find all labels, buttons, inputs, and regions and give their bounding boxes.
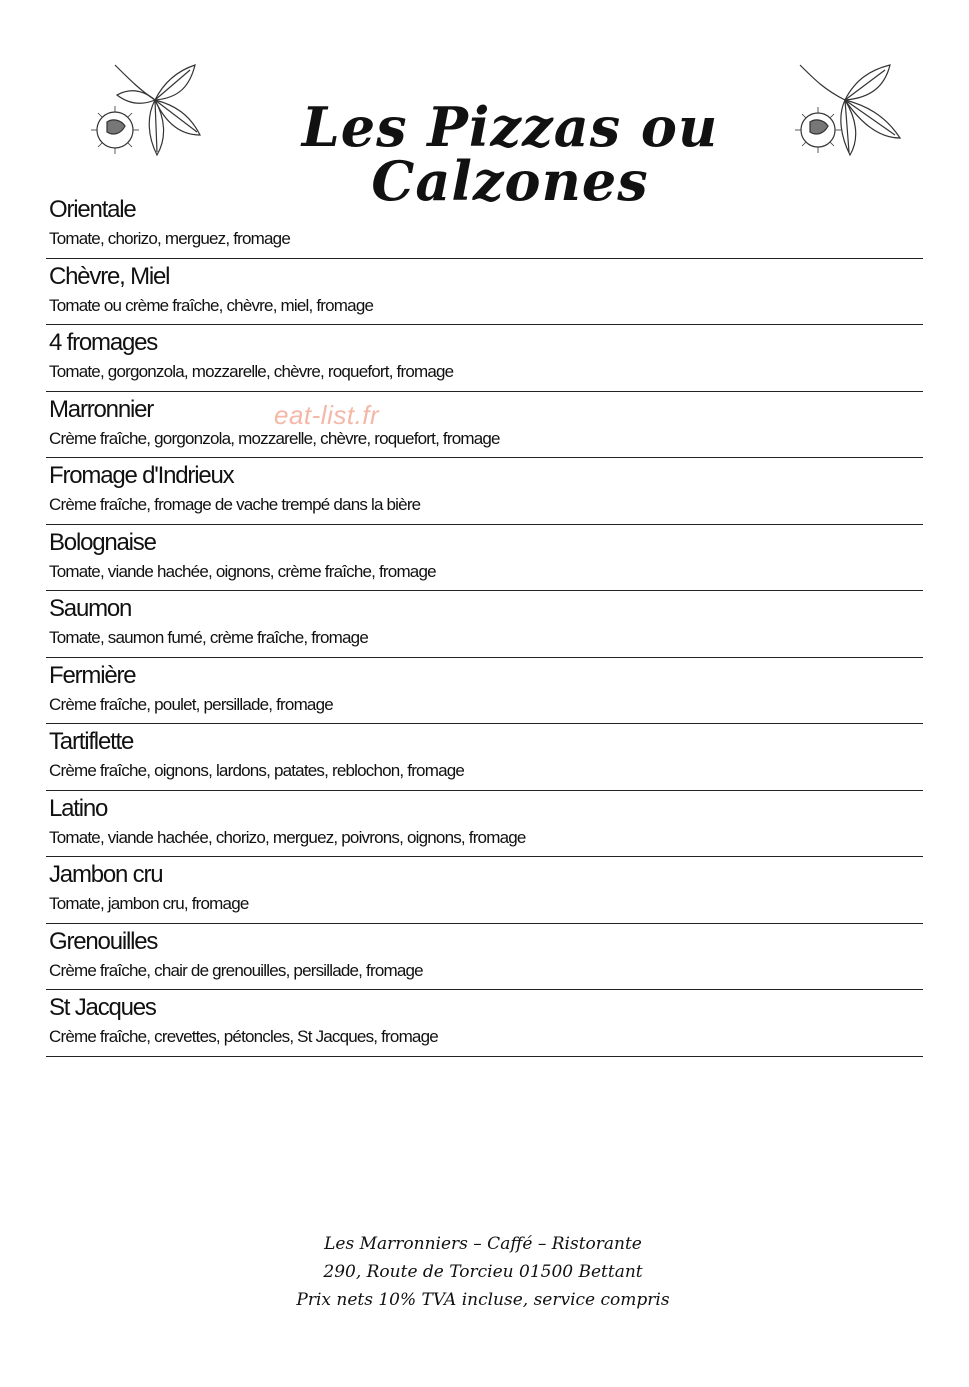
- chestnut-leaf-icon: [85, 60, 205, 160]
- menu-item-name: Fermière: [49, 661, 136, 689]
- menu-item: [46, 458, 923, 525]
- menu-item-description: Tomate, jambon cru, fromage: [49, 894, 249, 913]
- menu-item: [46, 857, 923, 924]
- page-title: Les Pizzas ou Calzones: [301, 95, 719, 213]
- menu-item: [46, 924, 923, 991]
- menu-item-name: Saumon: [49, 595, 132, 622]
- menu-item: [46, 990, 923, 1057]
- pizza-menu-list: [46, 192, 923, 1057]
- watermark-text: eat-list.fr: [274, 400, 380, 430]
- footer-price-note: Prix nets 10% TVA incluse, service compris: [296, 1290, 670, 1310]
- menu-item: [46, 325, 923, 392]
- menu-item: [46, 259, 923, 326]
- menu-item: [46, 724, 923, 791]
- page-footer: [200, 1230, 766, 1314]
- menu-item-description: Tomate, gorgonzola, mozzarelle, chèvre, roquefort, fromage: [49, 362, 454, 381]
- menu-item-description: Crème fraîche, gorgonzola, mozzarelle, chèvre, roquefort, fromage: [49, 428, 500, 448]
- menu-item-name: Latino: [49, 794, 108, 822]
- menu-item: [46, 791, 923, 858]
- menu-item: [46, 192, 923, 259]
- menu-item-description: Tomate, saumon fumé, crème fraîche, fromage: [49, 628, 368, 647]
- menu-item-name: Bolognaise: [49, 528, 156, 556]
- menu-item: [46, 525, 923, 592]
- menu-item: [46, 591, 923, 658]
- menu-item-description: Tomate, viande hachée, chorizo, merguez, poivrons, oignons, fromage: [49, 827, 526, 847]
- menu-item: [46, 658, 923, 725]
- menu-item-name: Grenouilles: [49, 927, 158, 955]
- menu-item-name: Chèvre, Miel: [49, 262, 170, 290]
- menu-item: [46, 392, 923, 459]
- menu-item-name: St Jacques: [49, 994, 156, 1021]
- page-header: [80, 60, 910, 213]
- menu-item-description: Crème fraîche, chair de grenouilles, persillade, fromage: [49, 960, 423, 980]
- menu-item-name: 4 fromages: [49, 329, 158, 356]
- chestnut-leaf-icon: [790, 60, 910, 160]
- menu-item-description: Crème fraîche, oignons, lardons, patates, reblochon, fromage: [49, 761, 465, 780]
- menu-item-name: Jambon cru: [49, 861, 163, 888]
- footer-address: 290, Route de Torcieu 01500 Bettant: [323, 1262, 643, 1282]
- menu-item-name: Marronnier: [49, 395, 154, 423]
- menu-item-description: Tomate, chorizo, merguez, fromage: [49, 229, 290, 248]
- menu-item-name: Orientale: [49, 196, 136, 223]
- footer-restaurant-name: Les Marronniers – Caffé – Ristorante: [324, 1234, 642, 1254]
- menu-item-description: Tomate, viande hachée, oignons, crème fraîche, fromage: [49, 561, 436, 581]
- menu-item-description: Crème fraîche, poulet, persillade, fromage: [49, 694, 333, 714]
- menu-item-name: Tartiflette: [49, 728, 134, 755]
- menu-item-description: Crème fraîche, crevettes, pétoncles, St Jacques, fromage: [49, 1027, 438, 1046]
- menu-item-name: Fromage d'Indrieux: [49, 462, 234, 489]
- menu-item-description: Tomate ou crème fraîche, chèvre, miel, fromage: [49, 295, 374, 315]
- menu-item-description: Crème fraîche, fromage de vache trempé dans la bière: [49, 495, 421, 514]
